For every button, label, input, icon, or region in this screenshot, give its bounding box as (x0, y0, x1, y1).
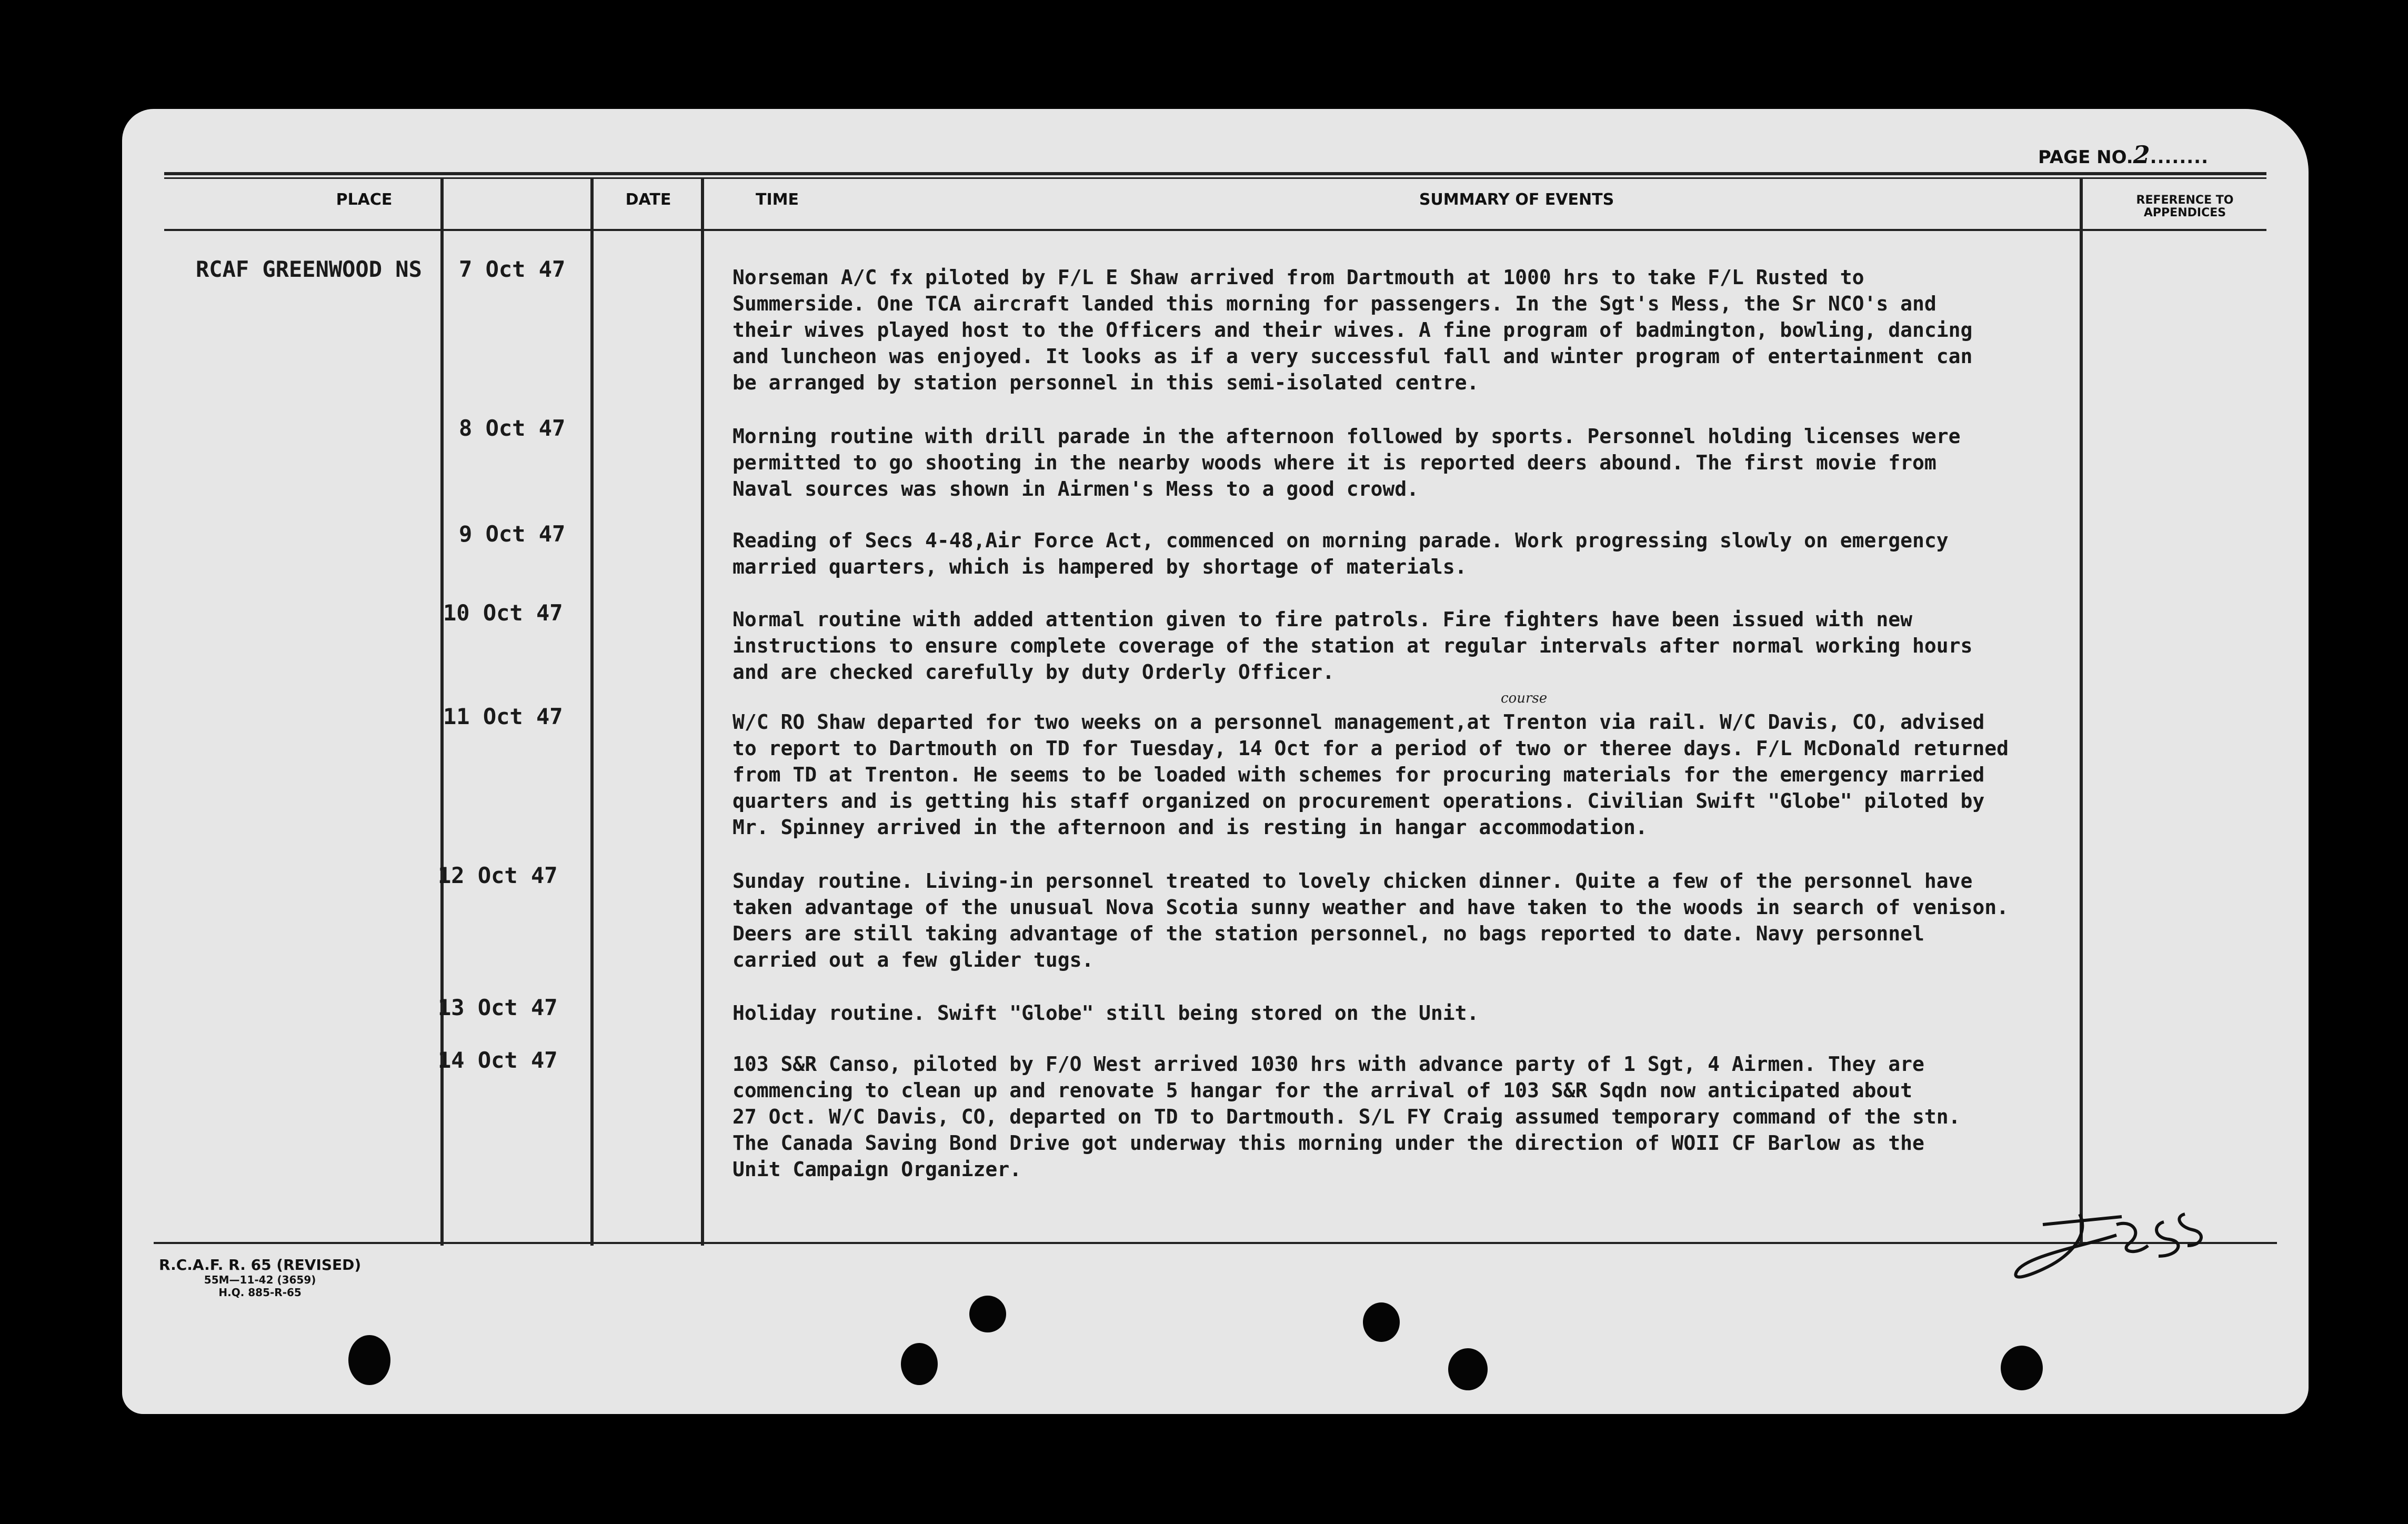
entry-summary: Morning routine with drill parade in the afternoon followed by sports. Personnel holding licenses were permitted to go shooting in the nearby woods where it is reported deers abound. The first movie from Naval sources was shown in Airmen's Mess to a good crowd. (733, 425, 1961, 500)
column-header-reference (2106, 194, 2264, 219)
handwritten-initials-icon (2011, 1193, 2232, 1293)
column-header-summary: SUMMARY OF EVENTS (1419, 190, 1614, 209)
entry-summary: Norseman A/C fx piloted by F/L E Shaw arrived from Dartmouth at 1000 hrs to take F/L Rusted to Summerside. One TCA aircraft landed this morning for passengers. In the Sgt's Mess, the Sr NCO's and their wives played host to the Officers and their wives. A fine program of badmington, bowling, dancing and luncheon was enjoyed. It looks as if a very successful fall and winter program of entertainment can be arranged by station personnel in this semi-isolated centre. (733, 266, 1973, 394)
place-name: RCAF GREENWOOD NS (196, 256, 422, 282)
entry-date: 8 Oct 47 (459, 415, 566, 441)
column-header-place: PLACE (336, 190, 393, 209)
form-identifier (159, 1256, 361, 1299)
entry-summary: Reading of Secs 4-48,Air Force Act, commenced on morning parade. Work progressing slowly on emergency married quarters, which is hampered by shortage of materials. (733, 529, 1949, 578)
entry-summary: Sunday routine. Living-in personnel treated to lovely chicken dinner. Quite a few of the personnel have taken advantage of the unusual Nova Scotia sunny weather and have taken to the woods in search of venison. Deers are still taking advantage of the station personnel, no bags reported to date. Navy personnel carried out a few glider tugs. (733, 869, 2009, 971)
divider-time-summary (701, 177, 704, 1246)
form-number: R.C.A.F. R. 65 (REVISED) (159, 1256, 362, 1274)
entry-date: 7 Oct 47 (459, 256, 566, 282)
form-hq-code: H.Q. 885-R-65 (218, 1286, 302, 1299)
binder-hole (2001, 1346, 2043, 1390)
entry-date: 10 Oct 47 (443, 600, 563, 626)
entry-summary: W/C RO Shaw departed for two weeks on a personnel management,at Trenton via rail. W/C Davis, CO, advised to report to Dartmouth on TD for Tuesday, 14 Oct for a period of two or theree days. F/L McDonald returned from TD at Trenton. He seems to be loaded with schemes for procuring materials for the emergency married quarters and is getting his staff organized on procurement operations. Civilian Swift "Globe" piloted by Mr. Spinney arrived in the afternoon and is resting in hangar accommodation. (733, 710, 2009, 839)
page-number-dots: ........ (2150, 147, 2209, 168)
binder-hole (1363, 1302, 1400, 1342)
entry-summary: Holiday routine. Swift "Globe" still being stored on the Unit. (733, 1001, 1479, 1025)
page-number-value: 2 (2133, 141, 2150, 169)
margin-insert: course (1501, 690, 1548, 706)
binder-hole (348, 1335, 390, 1385)
column-header-reference-line2: APPENDICES (2143, 206, 2226, 219)
binder-hole (901, 1343, 938, 1385)
divider-date-time (590, 177, 594, 1246)
binder-hole (969, 1296, 1006, 1332)
entry-date: 9 Oct 47 (459, 521, 566, 547)
page-number-label: PAGE NO. (2038, 147, 2133, 168)
column-header-time: TIME (756, 190, 799, 209)
entry-date: 12 Oct 47 (438, 863, 558, 888)
bottom-rule (154, 1242, 2277, 1244)
page-number (2038, 141, 2209, 169)
header-bottom-rule (164, 229, 2266, 231)
entry-date: 14 Oct 47 (438, 1047, 558, 1073)
top-rule (164, 172, 2266, 175)
column-header-date: DATE (625, 190, 671, 209)
form-print-code: 55M—11-42 (3659) (204, 1274, 316, 1286)
top-rule-2 (164, 177, 2266, 179)
column-header-reference-line1: REFERENCE TO (2136, 194, 2234, 207)
entry-summary: Normal routine with added attention given to fire patrols. Fire fighters have been issued with new instructions to ensure complete coverage of the station at regular intervals after normal working hours and are checked carefully by duty Orderly Officer. (733, 608, 1973, 684)
record-sheet (122, 109, 2309, 1414)
entry-summary: 103 S&R Canso, piloted by F/O West arrived 1030 hrs with advance party of 1 Sgt, 4 Airmen. They are commencing to clean up and renovate 5 hangar for the arrival of 103 S&R Sqdn now anticipated about 27 Oct. W/C Davis, CO, departed on TD to Dartmouth. S/L FY Craig assumed temporary command of the stn. The Canada Saving Bond Drive got underway this morning under the direction of WOII CF Barlow as the Unit Campaign Organizer. (733, 1052, 1961, 1181)
binder-hole (1448, 1348, 1488, 1390)
entry-date: 11 Oct 47 (443, 704, 563, 729)
entry-date: 13 Oct 47 (438, 995, 558, 1020)
